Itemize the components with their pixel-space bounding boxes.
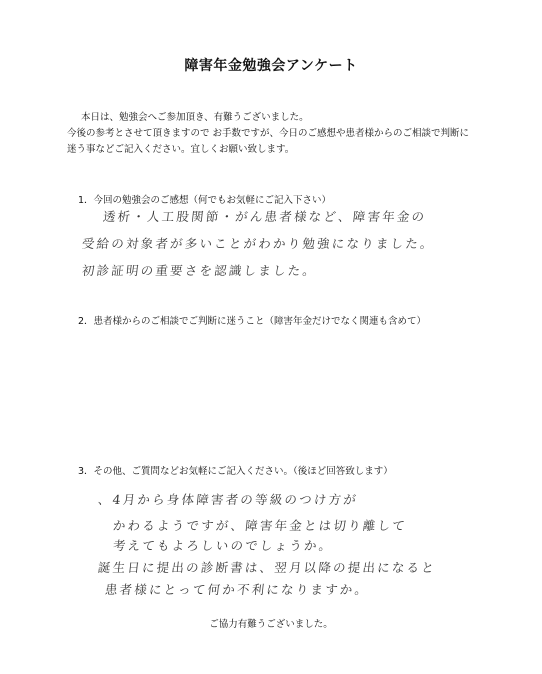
page-title: 障害年金勉強会アンケート (184, 58, 358, 74)
intro-line: 迷う事などご記入ください。宜しくお願い致します。 (67, 144, 295, 155)
question-1-label: 1．今回の勉強会のご感想（何でもお気軽にご記入下さい） (78, 195, 332, 206)
answer-1-line: 受給の対象者が多いことがわかり勉強になりました。 (81, 236, 436, 251)
intro-text (67, 110, 469, 158)
question-2-label: 2．患者様からのご相談でご判断に迷うこと（障害年金だけでなく関連も含めて） (78, 316, 427, 327)
intro-line: 本日は、勉強会へご参加頂き、有難うございました。 (81, 112, 309, 123)
question-3-label: 3．その他、ご質問などお気軽にご記入ください。（後ほど回答致します） (78, 466, 393, 477)
answer-3-line: 考えてもよろしいのでしょうか。 (112, 538, 335, 553)
closing-text: ご協力有難うございました。 (209, 619, 333, 630)
answer-3-line: かわるようですが、障害年金とは切り離して (112, 518, 408, 533)
answer-3-line: 患者様にとって何か不利になりますか。 (104, 582, 371, 597)
answer-1-line: 初診証明の重要さを認識しました。 (81, 263, 318, 278)
intro-line: 今後の参考とさせて頂きますので お手数ですが、今日のご感想や患者様からのご相談で判断に (67, 128, 470, 139)
answer-3-line: 誕生日に提出の診断書は、翌月以降の提出になると (97, 560, 437, 575)
answer-1-line: 透析・人工股関節・がん患者様など、障害年金の (102, 209, 428, 224)
answer-3-line: 、4月から身体障害者の等級のつけ方が (97, 492, 359, 507)
